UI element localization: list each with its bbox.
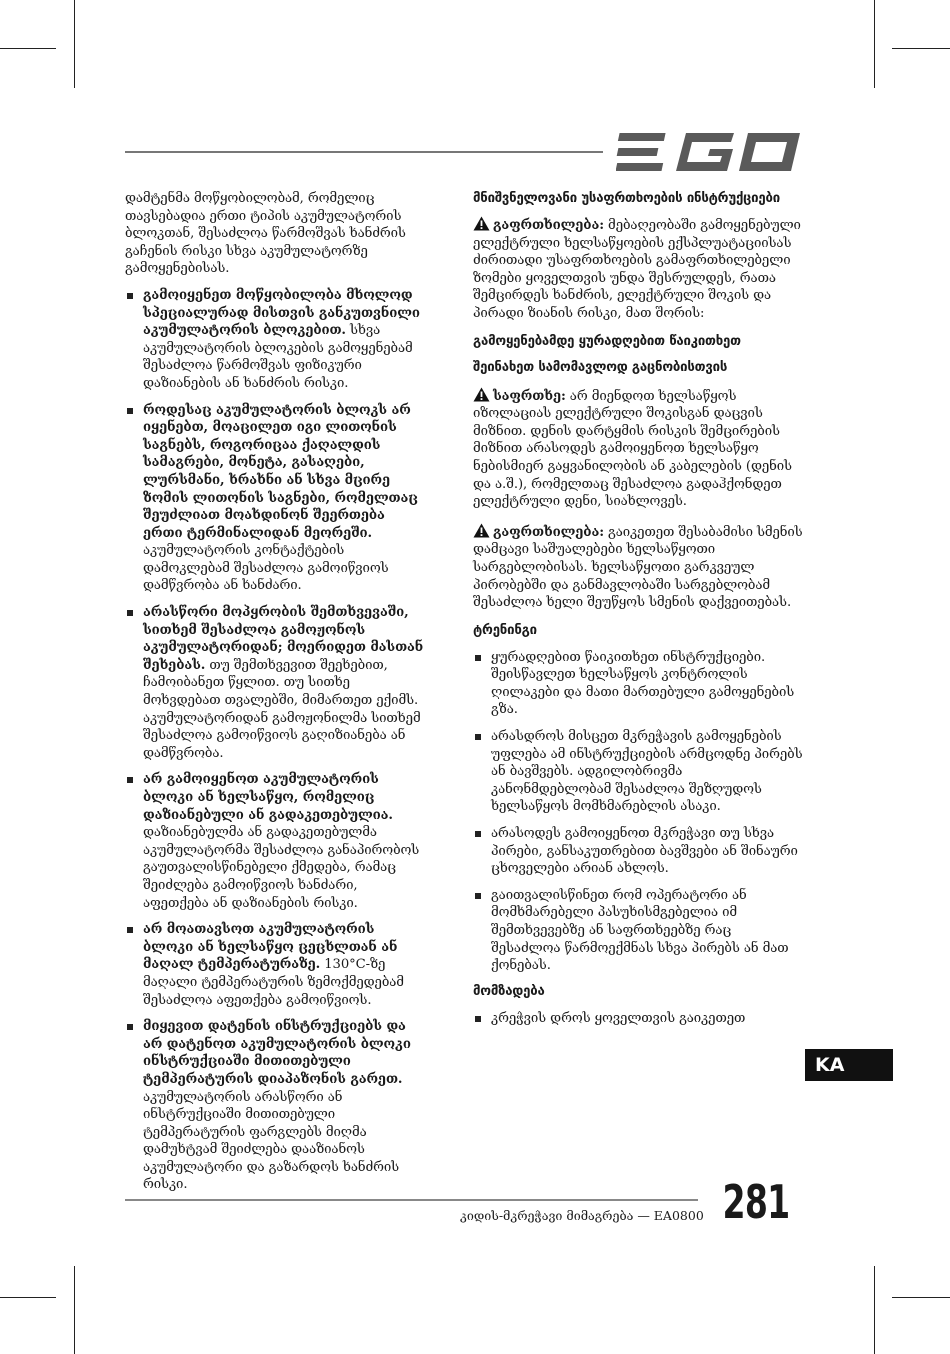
footer-rule [125,1199,698,1201]
list-item [125,771,425,912]
bullet-text: არასოდეს გამოიყენოთ მკრეჭავი თუ სხვა პირები, განსაკუთრებით ბავშვები ან შინაური ცხოველები არიან ახლოს. [491,826,798,877]
list-item [125,287,425,393]
bullet-text: აკუმულატორის არასწორი ან ინსტრუქციაში მითითებული ტემპერატურის ფარგლებს მიღმა დამუხტვამ შეიძლება დააზიანოს აკუმულატორი და გაზარდოს ხანძრის რისკი. [143,1089,400,1193]
bullet-text: სხვა აკუმულატორის ბლოკების გამოყენებამ შესაძლოა წარმოშვას ფიზიკური დაზიანების ან ხანძრის რისკი. [143,323,413,391]
bullet-square-icon [127,1024,133,1030]
bullet-square-icon [475,893,481,899]
danger-text: არ მიენდოთ ხელსაწყოს იზოლაციას ელექტრული შოკისგან დაცვის მიზნით. დენის დარტყმის რისკის შემცირების მიზნით არასოდეს გამოიყენოთ ხელსაწყო ნებისმიერ გაყვანილობის ან კაბელების (დენის და ა.შ.), რომელთაც შესაძლოა გადაჰქონდეთ ელექტრული დენი, სიახლოვეს. [473,388,792,510]
list-item [473,887,803,975]
warning-triangle-icon [473,216,490,231]
crop-mark [892,1297,950,1298]
left-column [125,190,425,1194]
bullet-bold-text: არ გამოიყენოთ აკუმულატორის ბლოკი ან ხელსაწყო, რომელიც დაზიანებული ან გადაკეთებულია. [143,772,393,823]
warning-text: მებაღეობაში გამოყენებული ელექტრული ხელსაწყოების ექსპლუატაციისას ძირითადი უსაფრთხოების გამაფრთხილებელი ზომები ყოველთვის უნდა შესრულდეს, რათა შემცირდეს ხანძრის, ელექტრული შოკის და პირადი ზიანის რისკი, მათ შორის: [473,218,801,321]
bullet-text: აკუმულატორის კონტაქტების დამოკლებამ შესაძლოა გამოიწვიოს დამწვრობა ან ხანძარი. [143,543,389,594]
bullet-bold-text: არ მოათავსოთ აკუმულატორის ბლოკი ან ხელსაწყო ცეცხლთან ან მაღალ ტემპერატურაზე. [143,922,398,973]
bullet-square-icon [475,1016,481,1022]
section-heading-read: გამოყენებამდე ყურადღებით წაიკითხეთ [473,333,741,349]
bullet-square-icon [127,927,133,933]
bullet-bold-text: როდესაც აკუმულატორის ბლოკს არ იყენებთ, მოაცილეთ იგი ლითონის საგნებს, როგორიცაა ქაღალდის სამაგრები, მონეტა, გასაღები, ლურსმანი, ხრახნი ან სხვა მცირე ზომის ლითონის საგნები, რომელთაც შეუძლიათ მოახდინონ შეერთება ერთი ტერმინალიდან მეორეში. [143,402,418,541]
right-column [473,190,803,1027]
bullet-square-icon [127,610,133,616]
language-tab: KA [805,1049,893,1081]
bullet-text: კრეჭვის დროს ყოველთვის გაიკეთეთ [491,1010,746,1026]
section-heading-preparation: მომზადება [473,983,545,999]
warning-triangle-icon [473,523,490,538]
bullet-square-icon [475,655,481,661]
list-item [125,921,425,1009]
list-item [125,1018,425,1194]
ego-logo [616,131,800,173]
crop-mark [74,0,75,88]
danger-paragraph [473,387,803,511]
warning-text: გაიკეთეთ შესაბამისი სმენის დამცავი საშუალებები ხელსაწყოთი სარგებლობისას. ხელსაწყოთი გარკვეულ პირობებში და განმავლობაში სარგებლობამ შესაძლოა ხელი შეუწყოს სმენის დაქვეითებას. [473,524,803,611]
bullet-square-icon [475,734,481,740]
list-item [473,649,803,719]
section-heading-safety: მნიშვნელოვანი უსაფრთხოების ინსტრუქციები [473,191,780,206]
section-heading-keep: შეინახეთ სამომავლოდ გაცნობისთვის [473,359,728,375]
bullet-text: 130°C-ზე მაღალი ტემპერატურის ზემოქმედებამ შესაძლოა აფეთქება გამოიწვიოს. [143,957,404,1008]
intro-paragraph: დამტენმა მოწყობილობამ, რომელიც თავსებადია ერთი ტიპის აკუმულატორის ბლოკთან, შესაძლოა წარმოშვას ხანძრის გაჩენის რისკი სხვა აკუმულატორზე გამოყენებისას. [125,191,406,277]
bullet-text: არასდროს მისცეთ მკრეჭავის გამოყენების უფლება ამ ინსტრუქციების არმცოდნე პირებს ან ბავშვებს. ადგილობრივმა კანონმდებლობამ შესაძლოა შეზღუდოს ხელსაწყოს მომხმარებლის ასაკი. [491,729,803,815]
bullet-text: გაითვალისწინეთ რომ ოპერატორი ან მომხმარებელი პასუხისმგებელია იმ შემთხვევებზე ან საფრთხეებზე რაც შესაძლოა წარმოექმნას სხვა პირებს ან მათ ქონებას. [491,887,789,974]
list-item [473,1010,803,1028]
bullet-bold-text: არასწორი მოპყრობის შემთხვევაში, სითხემ შესაძლოა გამოჟონოს აკუმულატორიდან; მოერიდეთ მასთან შეხებას. [143,605,424,673]
crop-mark [74,1266,75,1354]
bullet-text: ყურადღებით წაიკითხეთ ინსტრუქციები. შეისწავლეთ ხელსაწყოს კონტროლის ღილაკები და მათი მართებული გამოყენების გზა. [491,649,795,718]
crop-mark [892,48,950,49]
list-item [125,604,425,762]
page-number: 281 [722,1175,790,1229]
bullet-text: თუ შემთხვევით შეეხებით, ჩამოიბანეთ წყლით. თუ სითხე მოხვდებათ თვალებში, მიმართეთ ექიმს. აკუმულატორიდან გამოჟონილმა სითხემ შესაძლოა გამოიწვიოს გაღიზიანება ან დამწვრობა. [143,657,421,761]
section-heading-training: ტრენინგი [473,622,537,638]
warning-triangle-icon [473,387,490,402]
warning-paragraph [473,216,803,323]
bullet-square-icon [127,293,133,299]
bullet-square-icon [127,408,133,414]
bullet-square-icon [475,831,481,837]
list-item [473,825,803,878]
bullet-bold-text: გამოიყენეთ მოწყობილობა მხოლოდ სპეციალურად მისთვის განკუთვნილი აკუმულატორის ბლოკებით. [143,287,420,339]
bullet-text: დაზიანებულმა ან გადაკეთებულმა აკუმულატორმა შესაძლოა განაპირობოს გაუთვალისწინებელი ქმედება, რამაც შეიძლება გამოიწვიოს ხანძარი, აფეთქება ან დაზიანების რისკი. [143,825,420,911]
crop-mark [0,48,56,49]
list-item [473,728,803,816]
list-item [125,402,425,596]
footer-text: კიდის-მკრეჭავი მიმაგრება — EA0800 [460,1208,704,1223]
crop-mark [874,0,875,88]
bullet-square-icon [127,777,133,783]
crop-mark [0,1297,56,1298]
crop-mark [874,1266,875,1354]
warning-label: გაფრთხილება: [493,218,604,233]
header-rule [125,151,603,153]
danger-label: საფრთხე: [493,388,566,404]
bullet-bold-text: მიყევით დატენის ინსტრუქციებს და არ დატენოთ აკუმულატორის ბლოკი ინსტრუქციაში მითითებული ტემპერატურის დიაპაზონის გარეთ. [143,1019,411,1087]
warning-paragraph [473,523,803,612]
warning-label: გაფრთხილება: [493,524,604,540]
